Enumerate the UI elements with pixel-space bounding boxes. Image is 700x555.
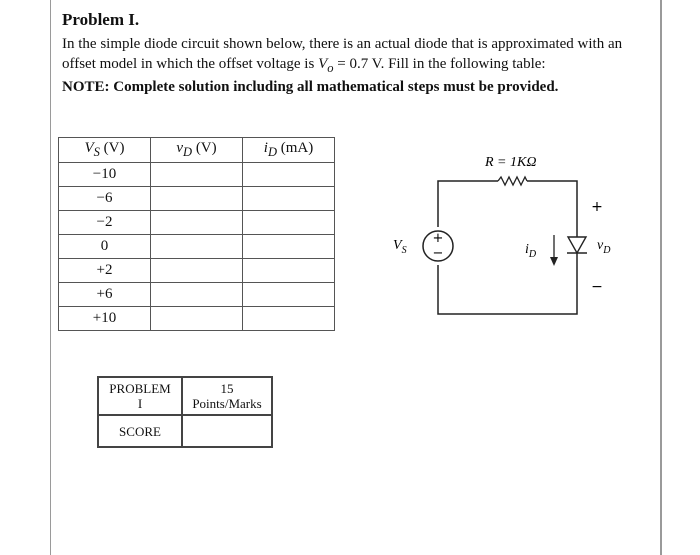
- offset-voltage-subscript: o: [327, 61, 334, 75]
- vd-answer-cell[interactable]: [151, 259, 243, 283]
- score-label-cell: SCORE: [98, 415, 182, 447]
- resistor-symbol: [498, 177, 527, 185]
- vd-answer-cell[interactable]: [151, 235, 243, 259]
- problem-label-cell: PROBLEM I: [98, 377, 182, 415]
- current-label: $i_D$: [525, 242, 537, 260]
- problem-note: NOTE: Complete solution including all mathematical steps must be provided.: [62, 79, 559, 95]
- vs-cell: +2: [59, 259, 151, 283]
- vs-cell: 0: [59, 235, 151, 259]
- id-answer-cell[interactable]: [243, 235, 335, 259]
- table-row: [59, 235, 335, 259]
- points-cell: 15 Points/Marks: [182, 377, 272, 415]
- id-answer-cell[interactable]: [243, 259, 335, 283]
- source-label: $V_S$: [393, 238, 407, 256]
- id-answer-cell[interactable]: [243, 307, 335, 331]
- score-value-cell[interactable]: [182, 415, 272, 447]
- vd-answer-cell[interactable]: [151, 211, 243, 235]
- page-border-left: [50, 0, 51, 555]
- header-vs: $V_S$ (V): [59, 138, 151, 163]
- vd-answer-cell[interactable]: [151, 187, 243, 211]
- source-minus-sign: −: [432, 246, 444, 261]
- diode-plus-sign: +: [591, 199, 603, 215]
- offset-voltage-value: = 0.7 V. Fill in the following table:: [333, 56, 546, 72]
- table-row: [59, 259, 335, 283]
- diode-voltage-label: $v_D$: [597, 238, 611, 256]
- offset-voltage-symbol: V: [318, 56, 328, 72]
- statement-text: In the simple diode circuit shown below, there is an actual diode that is approximated with an offset model in which the offset voltage is: [62, 36, 623, 72]
- score-box: [97, 376, 273, 448]
- problem-title: Problem I.: [62, 10, 140, 29]
- table-row: [59, 211, 335, 235]
- page-border-right: [660, 0, 662, 555]
- circuit-wires: [438, 181, 577, 314]
- problem-statement: [62, 34, 658, 78]
- vs-cell: −10: [59, 163, 151, 187]
- current-arrow-icon: [550, 235, 558, 266]
- id-answer-cell[interactable]: [243, 211, 335, 235]
- id-answer-cell[interactable]: [243, 163, 335, 187]
- id-answer-cell[interactable]: [243, 187, 335, 211]
- vs-cell: −2: [59, 211, 151, 235]
- vs-cell: −6: [59, 187, 151, 211]
- vs-cell: +10: [59, 307, 151, 331]
- answer-table: [58, 137, 335, 331]
- id-answer-cell[interactable]: [243, 283, 335, 307]
- diode-circuit-diagram: [385, 145, 635, 320]
- vd-answer-cell[interactable]: [151, 283, 243, 307]
- vs-cell: +6: [59, 283, 151, 307]
- table-row: [59, 163, 335, 187]
- vd-answer-cell[interactable]: [151, 307, 243, 331]
- table-header-row: [59, 138, 335, 163]
- resistor-label: R = 1KΩ: [485, 155, 537, 170]
- header-id: $i_D$ (mA): [243, 138, 335, 163]
- table-row: [59, 283, 335, 307]
- source-plus-sign: +: [432, 231, 444, 246]
- table-row: [59, 187, 335, 211]
- vd-answer-cell[interactable]: [151, 163, 243, 187]
- diode-minus-sign: −: [591, 279, 603, 295]
- table-row: [59, 307, 335, 331]
- diode-symbol: [567, 237, 587, 267]
- voltage-source-symbol: [423, 231, 453, 261]
- header-vd: $v_D$ (V): [151, 138, 243, 163]
